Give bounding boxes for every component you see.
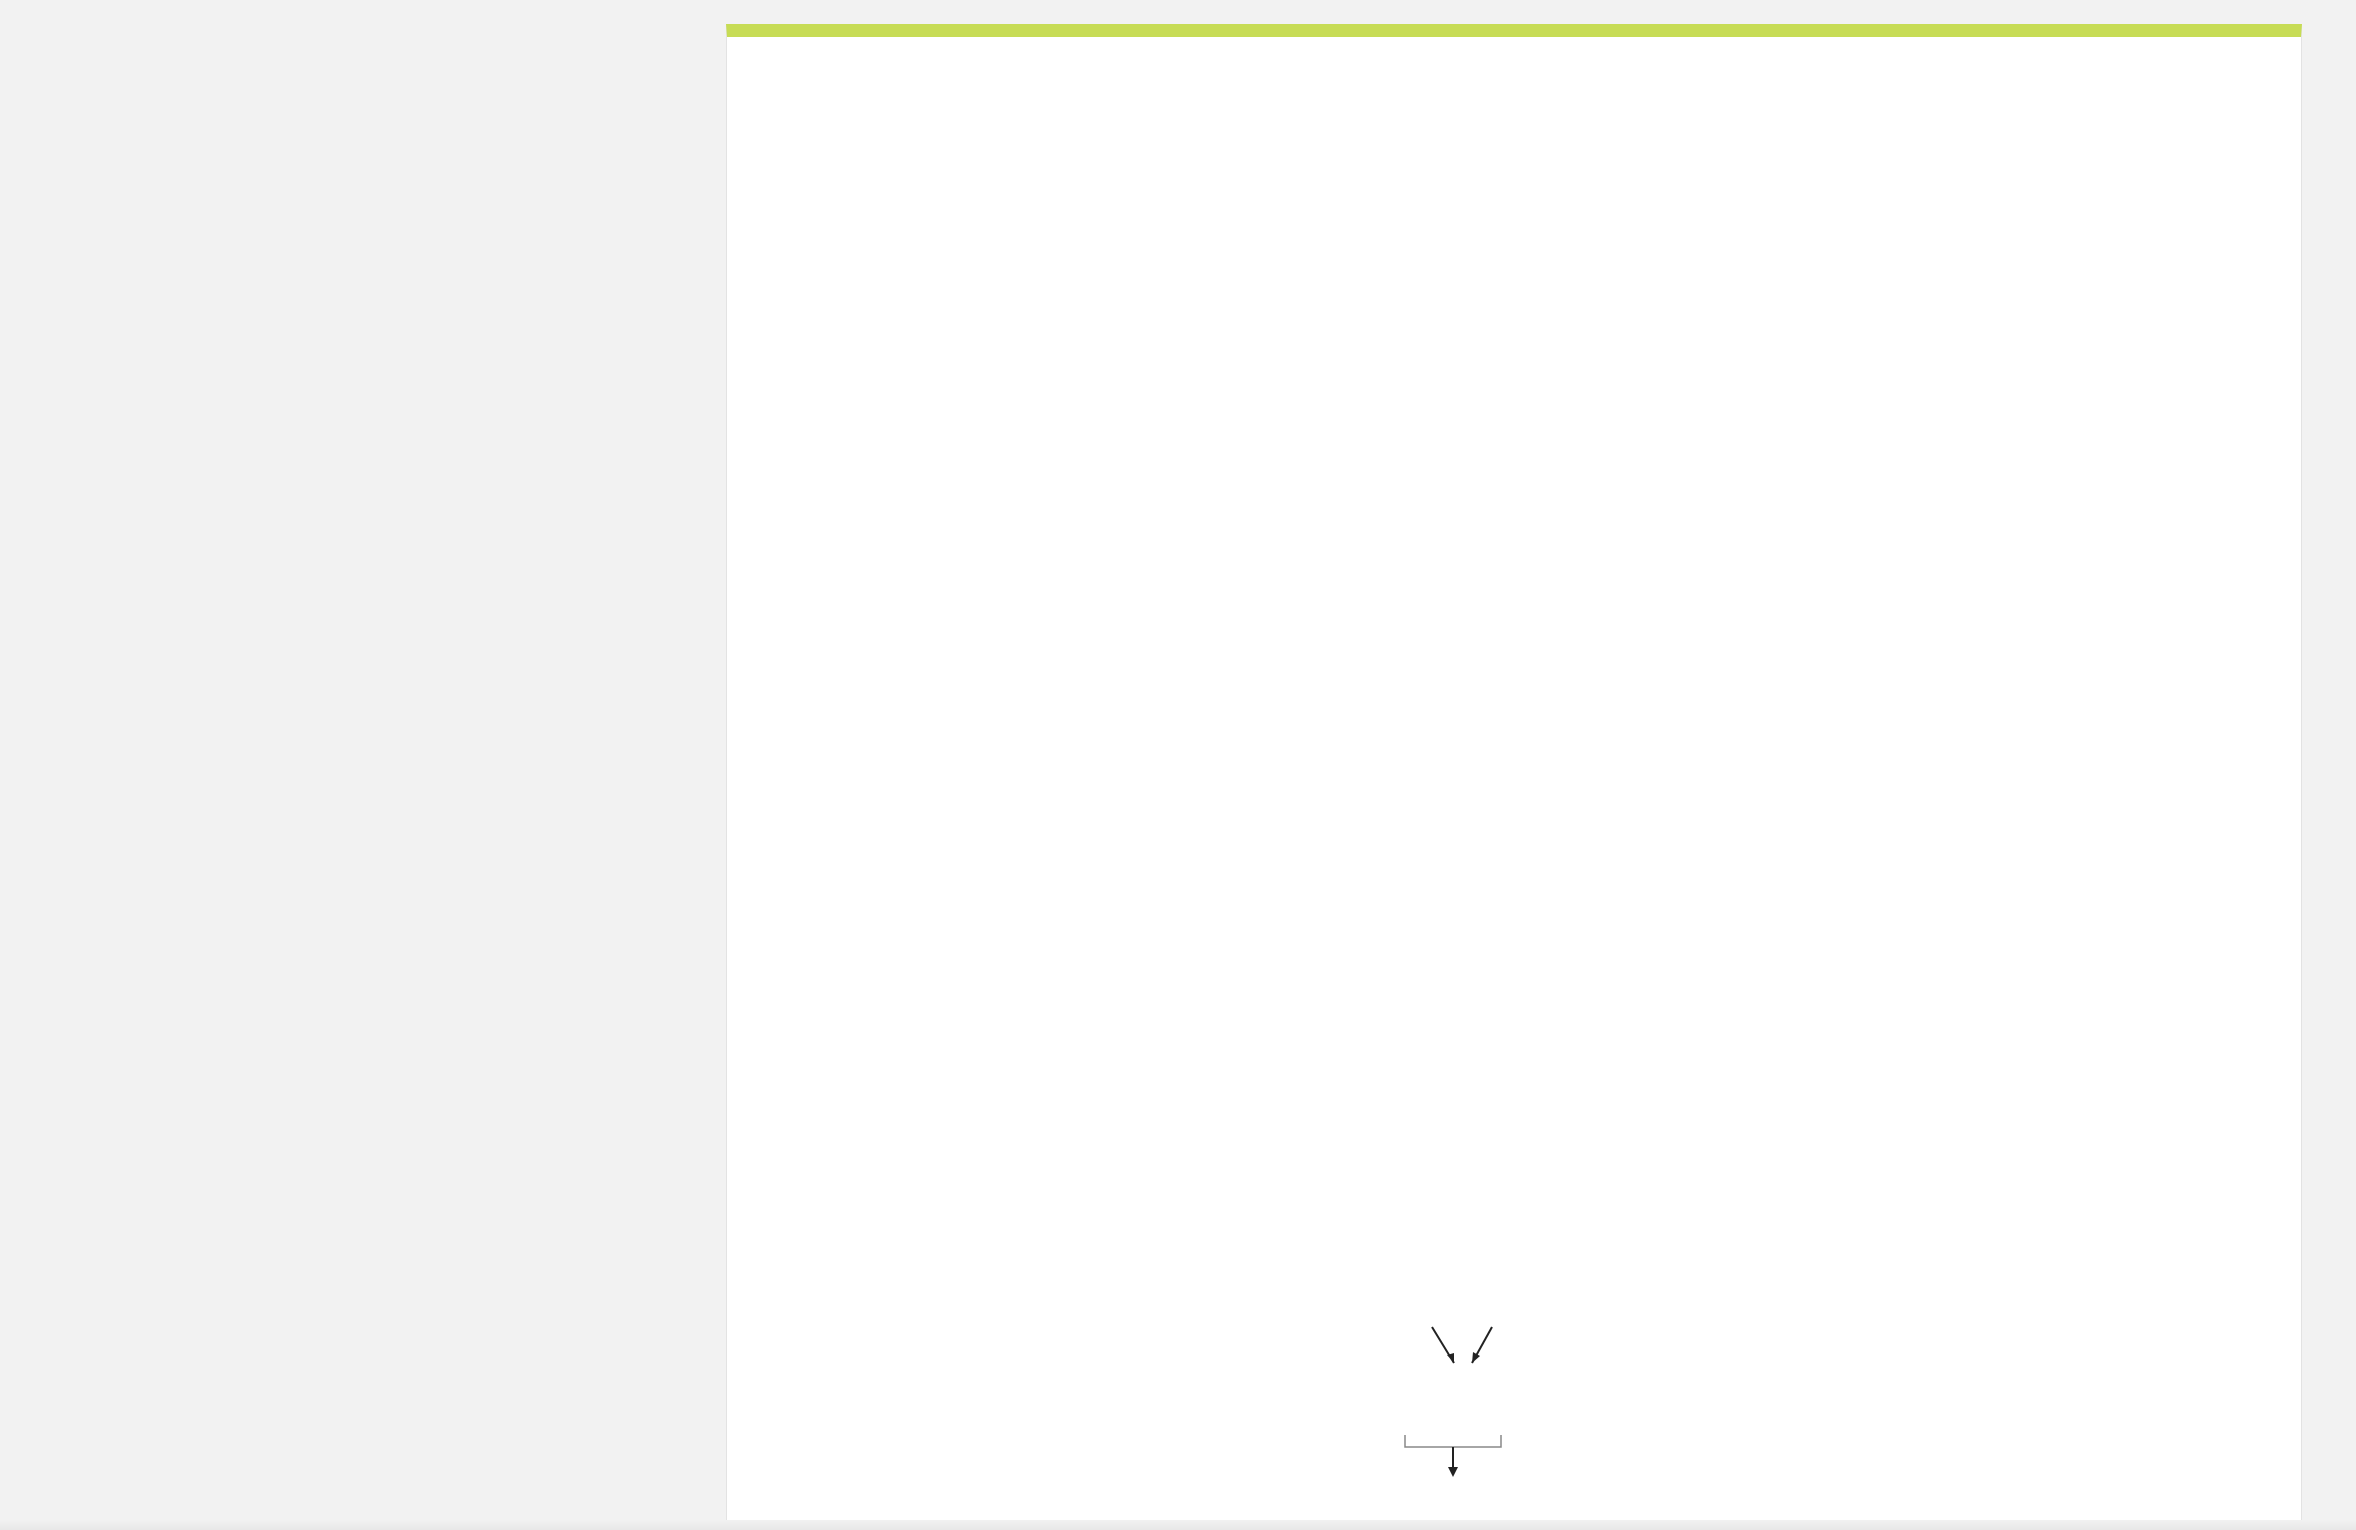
lesson-sidebar bbox=[21, 18, 687, 1410]
output-bracket bbox=[1405, 1435, 1501, 1447]
taxi-cost-graph bbox=[1344, 435, 1724, 725]
lesson-content-panel bbox=[726, 24, 2302, 1530]
function-notation-diagram bbox=[1308, 1283, 1758, 1530]
bottom-edge bbox=[0, 1520, 2356, 1530]
